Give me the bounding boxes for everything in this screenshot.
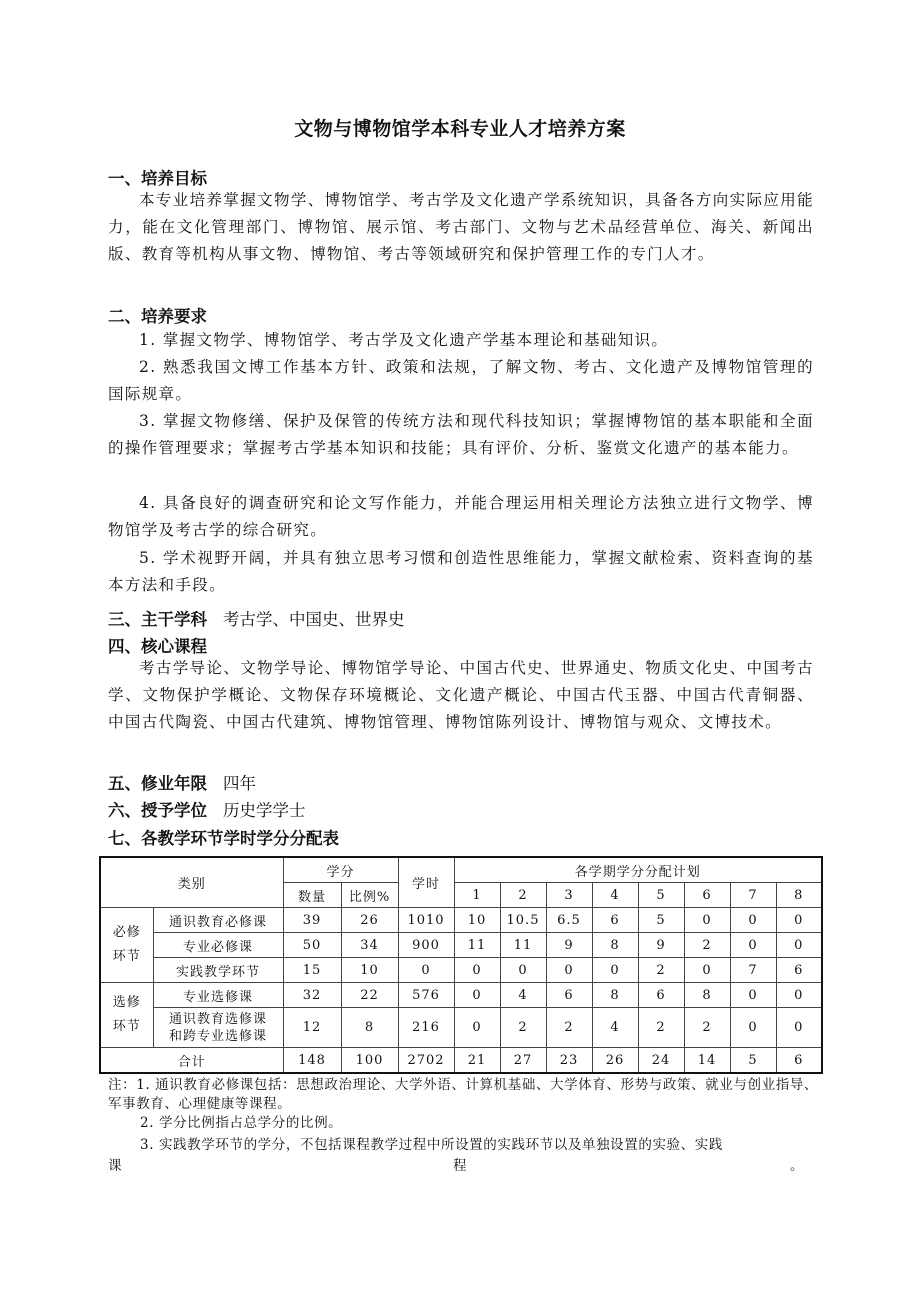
table-row [100,933,822,958]
study-duration-value: 四年 [223,774,256,793]
total-ratio: 100 [341,1048,398,1074]
cell-semester: 10 [454,908,500,933]
table-header-row-1 [100,857,822,883]
table-row [100,908,822,933]
cell-count: 32 [283,983,341,1008]
header-semester: 1 [454,883,500,908]
cell-semester: 2 [546,1008,592,1048]
cell-semester: 8 [684,983,730,1008]
cell-semester: 6 [546,983,592,1008]
row-name: 实践教学环节 [153,958,283,983]
requirement-item-5: 5. 学术视野开阔，并具有独立思考习惯和创造性思维能力，掌握文献检索、资料查询的基本方法和手段。 [108,549,814,595]
group-required-label: 必修环节 [112,925,141,964]
note-3: 3. 实践教学环节的学分，不包括课程教学过程中所设置的实践环节以及单独设置的实验、实践 [140,1137,723,1153]
cell-semester: 5 [638,908,684,933]
header-ratio: 比例% [341,883,398,908]
cell-semester: 0 [684,908,730,933]
section-main-disciplines [108,606,405,630]
table-row [100,983,822,1008]
degree-heading: 六、授予学位 [108,801,207,820]
cell-semester: 2 [500,1008,546,1048]
header-semester: 3 [546,883,592,908]
cell-semester: 4 [592,1008,638,1048]
total-semester: 14 [684,1048,730,1074]
table-total-row [100,1048,822,1074]
header-count: 数量 [283,883,341,908]
header-semester: 6 [684,883,730,908]
requirement-item-1: 1. 掌握文物学、博物馆学、考古学及文化遗产学基本理论和基础知识。 [139,331,669,349]
total-semester: 6 [776,1048,822,1074]
section-heading-credit-table: 七、各教学环节学时学分分配表 [108,829,339,848]
total-count: 148 [283,1048,341,1074]
row-name: 通识教育必修课 [153,908,283,933]
header-semester: 7 [730,883,776,908]
cell-semester: 8 [592,983,638,1008]
cell-count: 50 [283,933,341,958]
cell-semester: 6 [776,958,822,983]
cell-semester: 2 [638,1008,684,1048]
total-semester: 21 [454,1048,500,1074]
note-1: 注：1. 通识教育必修课包括：思想政治理论、大学外语、计算机基础、大学体育、形势与政策、就业与创业指导、军事教育、心理健康等课程。 [108,1077,818,1112]
section-study-duration [108,770,256,794]
cell-semester: 0 [592,958,638,983]
cell-semester: 8 [592,933,638,958]
header-semester: 2 [500,883,546,908]
section-heading-core-courses: 四、核心课程 [108,637,207,656]
cell-semester: 0 [454,958,500,983]
cell-ratio: 8 [341,1008,398,1048]
cell-semester: 4 [500,983,546,1008]
group-elective [100,983,153,1048]
core-courses-paragraph: 考古学导论、文物学导论、博物馆学导论、中国古代史、世界通史、物质文化史、中国考古学、文物保护学概论、文物保存环境概论、文化遗产概论、中国古代玉器、中国古代青铜器、中国古代陶瓷、中国古代建筑、博物馆管理、博物馆陈列设计、博物馆与观众、文博技术。 [108,659,814,732]
cell-semester: 6 [592,908,638,933]
cell-semester: 7 [730,958,776,983]
cell-semester: 0 [454,983,500,1008]
header-semester: 5 [638,883,684,908]
cell-ratio: 34 [341,933,398,958]
degree-value: 历史学学士 [223,801,306,820]
cell-ratio: 10 [341,958,398,983]
total-semester: 27 [500,1048,546,1074]
note-3-continuation-2: 程 [453,1158,468,1174]
cell-hours: 216 [398,1008,454,1048]
cell-hours: 576 [398,983,454,1008]
cell-ratio: 26 [341,908,398,933]
row-name: 专业必修课 [153,933,283,958]
cell-count: 39 [283,908,341,933]
study-duration-heading: 五、修业年限 [108,774,207,793]
row-name [153,1008,283,1048]
cell-semester: 0 [776,933,822,958]
section-degree [108,797,306,821]
main-disciplines-value: 考古学、中国史、世界史 [223,610,405,629]
requirement-item-3: 3. 掌握文物修缮、保护及保管的传统方法和现代科技知识；掌握博物馆的基本职能和全面的操作管理要求；掌握考古学基本知识和技能；具有评价、分析、鉴赏文化遗产的基本能力。 [108,412,814,458]
cell-semester: 9 [638,933,684,958]
cell-semester: 6.5 [546,908,592,933]
note-3-continuation-3: 。 [790,1158,805,1174]
group-elective-label: 选修环节 [112,995,141,1034]
cell-semester: 0 [730,1008,776,1048]
note-3-continuation-1: 课 [108,1158,123,1174]
total-semester: 23 [546,1048,592,1074]
cell-semester: 0 [730,908,776,933]
cell-semester: 0 [776,908,822,933]
cell-semester: 2 [684,1008,730,1048]
requirement-item-2: 2. 熟悉我国文博工作基本方针、政策和法规，了解文物、考古、文化遗产及博物馆管理的国际规章。 [108,358,814,404]
group-required [100,908,153,983]
cell-semester: 0 [454,1008,500,1048]
cell-semester: 0 [730,933,776,958]
cell-hours: 0 [398,958,454,983]
cell-semester: 0 [500,958,546,983]
cell-semester: 0 [776,983,822,1008]
total-semester: 24 [638,1048,684,1074]
total-label: 合计 [100,1048,283,1074]
cell-ratio: 22 [341,983,398,1008]
cell-semester: 0 [546,958,592,983]
header-hours: 学时 [398,857,454,908]
total-semester: 5 [730,1048,776,1074]
cell-semester: 0 [730,983,776,1008]
cell-semester: 11 [454,933,500,958]
cell-count: 15 [283,958,341,983]
header-category: 类别 [100,857,283,908]
header-semester: 8 [776,883,822,908]
cell-semester: 6 [638,983,684,1008]
section-heading-requirements: 二、培养要求 [108,307,207,326]
row-name-line-2: 和跨专业选修课 [168,1028,267,1044]
total-semester: 26 [592,1048,638,1074]
header-credits: 学分 [283,857,398,883]
table-row [100,1008,822,1048]
table-row [100,958,822,983]
section-heading-goals: 一、培养目标 [108,169,207,188]
cell-count: 12 [283,1008,341,1048]
cell-semester: 11 [500,933,546,958]
cell-semester: 2 [638,958,684,983]
header-semester-plan: 各学期学分分配计划 [454,857,822,883]
note-2: 2. 学分比例指占总学分的比例。 [140,1115,343,1131]
cell-hours: 900 [398,933,454,958]
cell-semester: 10.5 [500,908,546,933]
cell-semester: 2 [684,933,730,958]
goals-paragraph: 本专业培养掌握文物学、博物馆学、考古学及文化遗产学系统知识，具备各方向实际应用能力，能在文化管理部门、博物馆、展示馆、考古部门、文物与艺术品经营单位、海关、新闻出版、教育等机构从事文物、博物馆、考古等领域研究和保护管理工作的专门人才。 [108,191,814,264]
cell-hours: 1010 [398,908,454,933]
header-semester: 4 [592,883,638,908]
cell-semester: 9 [546,933,592,958]
credit-allocation-table [99,856,823,1074]
row-name: 专业选修课 [153,983,283,1008]
total-hours: 2702 [398,1048,454,1074]
requirement-item-4: 4. 具备良好的调查研究和论文写作能力，并能合理运用相关理论方法独立进行文物学、博物馆学及考古学的综合研究。 [108,494,814,540]
main-disciplines-heading: 三、主干学科 [108,610,207,629]
cell-semester: 0 [776,1008,822,1048]
cell-semester: 0 [684,958,730,983]
document-title: 文物与博物馆学本科专业人才培养方案 [294,118,626,140]
row-name-line-1: 通识教育选修课 [168,1011,267,1027]
